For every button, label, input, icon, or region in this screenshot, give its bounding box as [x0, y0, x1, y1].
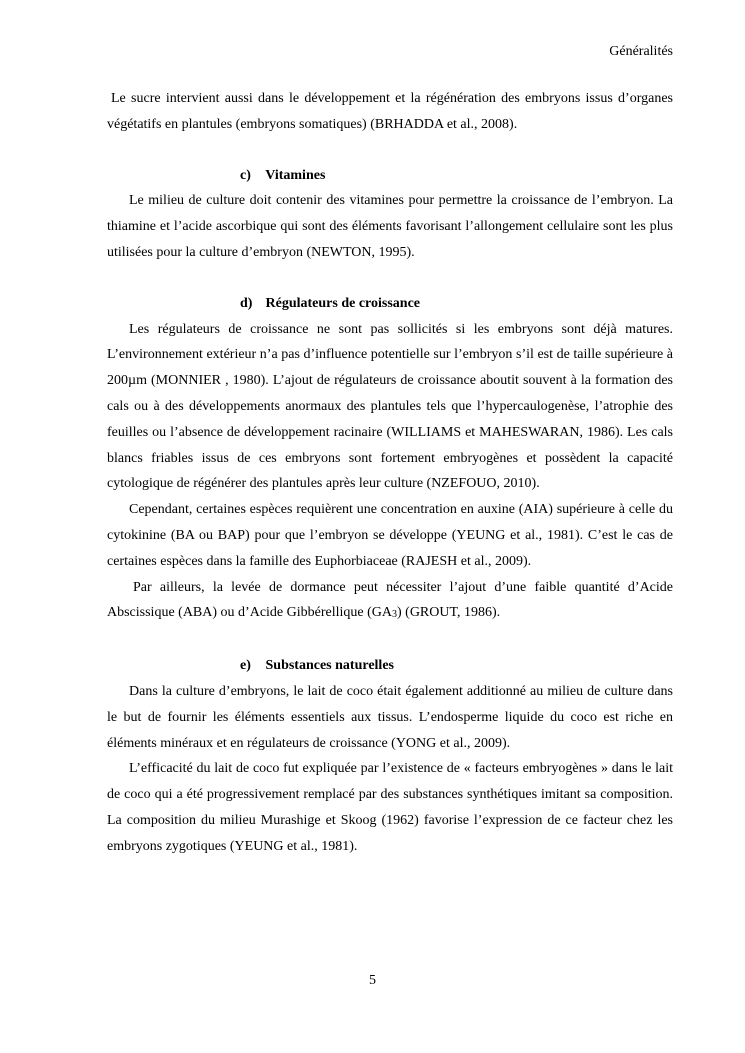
- regulateurs-paragraph-1: Les régulateurs de croissance ne sont pas sollicités si les embryons sont déjà matures. L’environnement extérieur n’a pas d’influence potentielle sur l’embryon s’il est de taille supérieure à 200µm (MONNIER , 1980). L’ajout de régulateurs de croissance aboutit souvent à la formation des cals ou à des développements anormaux des plantules tels que l’hypercaulogenèse, l’atrophie des feuilles ou l’absence de développement racinaire (WILLIAMS et MAHESWARAN, 1986). Les cals blancs friables issus de ces embryons sont fortement embryogènes et possèdent la capacité cytologique de régénérer des plantules après leur culture (NZEFOUO, 2010).: [107, 321, 673, 492]
- regulateurs-paragraph-3: [107, 575, 673, 629]
- heading-title: Régulateurs de croissance: [265, 295, 420, 311]
- heading-letter: c): [240, 167, 251, 183]
- heading-vitamines: [107, 163, 673, 189]
- page-number: 5: [369, 973, 376, 988]
- heading-regulateurs: [107, 291, 673, 317]
- heading-letter: e): [240, 658, 251, 674]
- heading-substances: [107, 653, 673, 679]
- substances-paragraph-1: Dans la culture d’embryons, le lait de coco était également additionné au milieu de culture dans le but de fournir les éléments essentiels aux tissus. L’endosperme liquide du coco est riche en éléments minéraux et en régulateurs de croissance (YONG et al., 2009).: [107, 683, 673, 751]
- running-header: Généralités: [609, 44, 673, 59]
- subscript: 3: [392, 609, 397, 621]
- substances-paragraph-2: L’efficacité du lait de coco fut expliquée par l’existence de « facteurs embryogènes » dans le lait de coco qui a été progressivement remplacé par des substances synthétiques imitant sa composition. La composition du milieu Murashige et Skoog (1962) favorise l’expression de ce facteur chez les embryons zygotiques (YEUNG et al., 1981).: [107, 761, 673, 854]
- heading-letter: d): [240, 295, 253, 311]
- intro-paragraph: Le sucre intervient aussi dans le développement et la régénération des embryons issus d’organes végétatifs en plantules (embryons somatiques) (BRHADDA et al., 2008).: [107, 91, 673, 132]
- regulateurs-paragraph-2: Cependant, certaines espèces requièrent une concentration en auxine (AIA) supérieure à celle du cytokinine (BA ou BAP) pour que l’embryon se développe (YEUNG et al., 1981). C’est le cas de certaines espèces dans la famille des Euphorbiaceae (RAJESH et al., 2009).: [107, 502, 673, 569]
- paragraph-text: Par ailleurs, la levée de dormance peut nécessiter l’ajout d’une faible quantité d’Acide Abscissique (ABA) ou d’Acide Gibbérellique (GA: [107, 579, 673, 621]
- heading-title: Vitamines: [265, 167, 326, 183]
- heading-title: Substances naturelles: [265, 658, 394, 674]
- paragraph-text: ) (GROUT, 1986).: [397, 605, 501, 621]
- page-body: [107, 86, 673, 860]
- vitamines-paragraph: Le milieu de culture doit contenir des vitamines pour permettre la croissance de l’embryon. La thiamine et l’acide ascorbique qui sont des éléments favorisant l’allongement cellulaire sont les plus utilisées pour la culture d’embryon (NEWTON, 1995).: [107, 193, 673, 260]
